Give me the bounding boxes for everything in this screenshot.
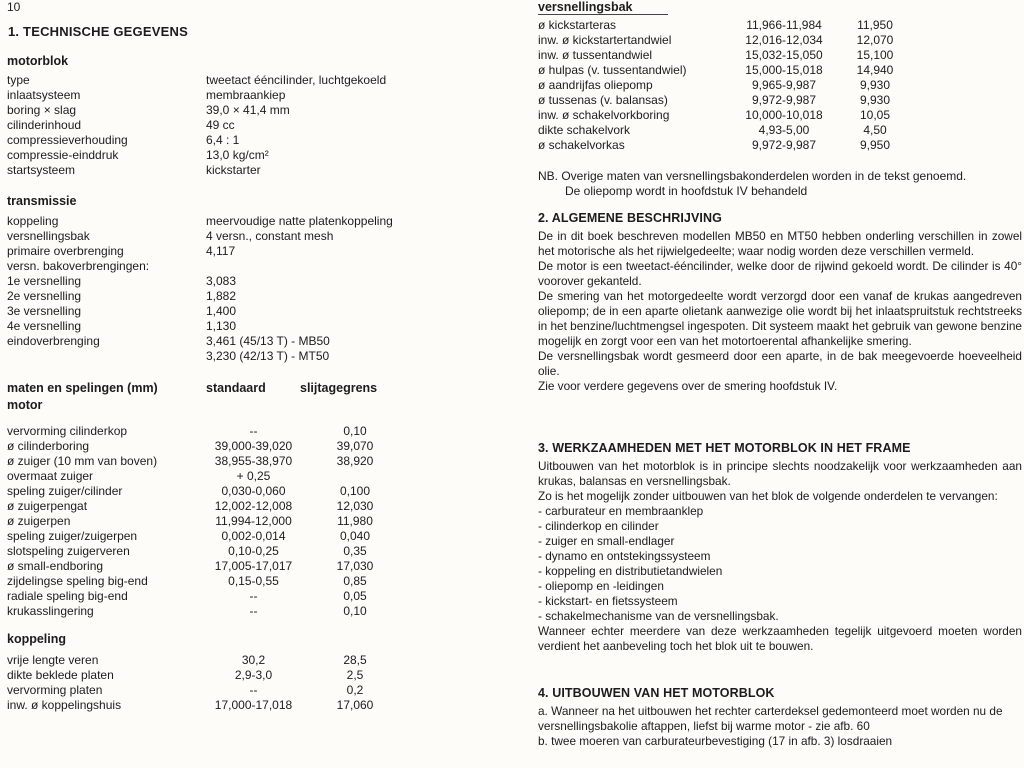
versnellingsbak-heading: versnellingsbak [538,0,633,14]
standard-value: 39,000-39,020 [214,439,293,453]
limit-value: 0,10 [343,604,367,618]
limit-value: 9,950 [859,138,891,152]
spec-label: 3e versnelling [7,304,82,318]
list-item: - koppeling en distributietandwielen [538,564,723,578]
standard-value: 9,972-9,987 [751,93,817,107]
limit-value: 17,030 [336,559,374,573]
paragraph: Zie voor verdere gegevens over de smering hoofdstuk IV. [538,379,838,393]
table-row [7,499,390,514]
table-row [538,123,910,138]
table-row [7,118,386,133]
dimension-label: ø cilinderboring [7,439,90,453]
standard-value: -- [249,683,258,697]
table-row [538,33,910,48]
motor-heading: motor [7,398,43,412]
spec-label: 4e versnelling [7,319,82,333]
dimension-label: dikte beklede platen [7,668,114,682]
dimension-label: ø schakelvorkas [538,138,625,152]
table-row [7,589,390,604]
koppeling-heading: koppeling [7,632,67,646]
list-item: - carburateur en membraanklep [538,504,704,518]
spec-label: versn. bakoverbrengingen: [7,259,150,273]
spec-value: tweetact éénciIinder, luchtgekoeld [206,73,387,87]
component-list [538,504,1022,624]
spec-value: 6,4 : 1 [206,133,240,147]
table-row [7,668,390,683]
right-page [538,0,1024,768]
table-row [7,229,393,244]
standard-value: + 0,25 [236,469,271,483]
table-row [538,78,910,93]
spec-label: 2e versnelling [7,289,82,303]
standard-value: 0,10-0,25 [228,544,279,558]
spec-label: versnellingsbak [7,229,90,243]
table-row [7,683,390,698]
paragraph: De in dit boek beschreven modellen MB50 en MT50 hebben onderling verschillen in zowel het motorische als het rijwielgedeelte; waar nodig worden deze verschillen vermeld. [538,229,1022,258]
spec-label: boring × slag [7,103,77,117]
standard-value: 11,994-12,000 [215,514,292,528]
motorblok-heading: motorblok [7,54,69,68]
spec-label: startsysteem [7,163,76,177]
page-title: 1. TECHNISCHE GEGEVENS [8,24,188,39]
motor-wear-table [7,424,390,619]
standard-value: 17,000-17,018 [214,698,293,712]
koppeling-wear-section [7,632,390,713]
list-item: - zuiger en small-endlager [538,534,675,548]
limit-value: 0,2 [346,683,364,697]
spec-value: 3,230 (42/13 T) - MT50 [206,349,330,363]
section-werkzaamheden [538,441,1022,654]
dimension-label: radiale speling big-end [7,589,128,603]
column-header-dimension: maten en spelingen (mm) [7,381,158,395]
table-row [7,454,390,469]
spec-value: membraankiep [206,88,286,102]
table-row [7,319,393,334]
limit-value: 0,100 [339,484,371,498]
dimension-label: vervorming cilinderkop [7,424,128,438]
limit-value: 14,940 [856,63,894,77]
limit-value: 0,85 [343,574,367,588]
dimension-label: ø zuigerpen [7,514,71,528]
table-row [7,544,390,559]
table-row [7,133,386,148]
spec-label: type [7,73,30,87]
spec-label: cilinderinhoud [7,118,82,132]
limit-value: 39,070 [336,439,374,453]
spec-value [206,259,393,274]
table-row [7,469,390,484]
list-item: - cilinderkop en cilinder [538,519,659,533]
dimension-label: inw. ø tussentandwiel [538,48,653,62]
spec-label: compressie-einddruk [7,148,119,162]
dimension-label: vervorming platen [7,683,103,697]
standard-value: -- [249,424,258,438]
versnellingsbak-table [538,18,910,153]
spec-value: 4,117 [206,244,236,258]
standard-value: 38,955-38,970 [214,454,293,468]
table-row [7,304,393,319]
section-2-heading: 2. ALGEMENE BESCHRIJVING [538,211,722,225]
dimension-label: ø aandrijfas oliepomp [538,78,653,92]
table-row [538,63,910,78]
motor-wear-section [7,424,390,619]
table-row [7,559,390,574]
standard-value: 12,016-12,034 [745,33,823,47]
limit-value: 0,10 [343,424,367,438]
column-header-standard: standaard [206,381,266,395]
table-row [7,214,393,229]
dimension-label: inw. ø schakelvorkboring [538,108,670,122]
table-row [7,604,390,619]
standard-value: 9,972-9,987 [751,138,817,152]
note-block [538,169,1020,199]
spec-value: 39,0 × 41,4 mm [206,103,290,117]
standard-value: 15,032-15,050 [745,48,823,62]
note-line-1: NB. Overige maten van versnellingsbakonderdelen worden in de tekst genoemd. [538,169,967,183]
standard-value: 17,005-17,017 [214,559,293,573]
table-row [7,259,393,274]
standard-value: 15,000-15,018 [745,63,823,77]
limit-value: 2,5 [346,668,364,682]
table-row [7,103,386,118]
table-row [7,439,390,454]
limit-value: 11,950 [857,18,893,32]
table-row [7,88,386,103]
list-item: - oliepomp en -leidingen [538,579,664,593]
table-row [7,698,390,713]
spec-label: koppeling [7,214,59,228]
table-row [7,289,393,304]
spec-value: 4 versn., constant mesh [206,229,334,243]
table-row [538,18,910,33]
dimension-label: ø hulpas (v. tussentandwiel) [538,63,687,77]
standard-value: 9,965-9,987 [751,78,817,92]
dimension-label: dikte schakelvork [538,123,631,137]
paragraph: b. twee moeren van carburateurbevestiging (17 in afb. 3) losdraaien [538,734,893,748]
section-3-heading: 3. WERKZAAMHEDEN MET HET MOTORBLOK IN HET FRAME [538,441,911,455]
table-row [7,529,390,544]
table-row [7,244,393,259]
limit-value: 0,040 [339,529,371,543]
limit-value: 11,980 [337,514,373,528]
paragraph: Uitbouwen van het motorblok is in principe slechts noodzakelijk voor werkzaamheden aan krukas, balansas en versnellingsbak. [538,459,1022,488]
dimension-label: ø zuigerpengat [7,499,88,513]
table-row [7,574,390,589]
dimension-label: overmaat zuiger [7,469,94,483]
limit-value [320,469,390,484]
limit-value: 0,05 [343,589,367,603]
dimension-label: vrije lengte veren [7,653,99,667]
spec-label: 1e versnelling [7,274,82,288]
table-row [7,73,386,88]
limit-value: 15,100 [856,48,894,62]
limit-value: 9,930 [859,93,891,107]
dimension-label: ø tussenas (v. balansas) [538,93,668,107]
table-row [7,274,393,289]
dimension-label: speling zuiger/cilinder [7,484,123,498]
table-row [7,163,386,178]
spec-value: 1,882 [206,289,237,303]
dimension-label: inw. ø koppelingshuis [7,698,122,712]
spec-value: 3,083 [206,274,237,288]
spec-value: 49 cc [206,118,235,132]
table-row [7,653,390,668]
spec-label: compressieverhouding [7,133,128,147]
koppeling-wear-table [7,653,390,713]
standard-value: 0,030-0,060 [221,484,286,498]
paragraph: De versnellingsbak wordt gesmeerd door een aparte, in de bak meegevoerde hoeveelheid olie. [538,349,1022,378]
limit-value: 12,070 [856,33,894,47]
table-row [538,93,910,108]
limit-value: 4,50 [863,123,887,137]
standard-value: 0,002-0,014 [221,529,286,543]
dimension-label: speling zuiger/zuigerpen [7,529,138,543]
table-row [7,148,386,163]
spec-value: 1,130 [206,319,237,333]
table-row [7,514,390,529]
table-row [538,138,910,153]
dimension-label: ø small-endboring [7,559,104,573]
spec-label: primaire overbrenging [7,244,124,258]
table-row [7,334,393,349]
paragraph: De smering van het motorgedeelte wordt verzorgd door een vanaf de krukas aangedreven oliepomp; de in een aparte olietank aanwezige olie wordt bij het inlaatspruitstuk rechtstreeks in het benzine/luchtmengsel ingespoten. Dit systeem maakt het gebruik van gewone benzine mogelijk en zorgt voor een van het motortoerental afhankelijke smering. [538,289,1022,348]
standard-value: 0,15-0,55 [228,574,279,588]
paragraph: De motor is een tweetact-ééncilinder, welke door de rijwind gekoeld wordt. De cilinder is 40° voorover gekanteld. [538,259,1022,288]
dimension-label: zijdelingse speling big-end [7,574,148,588]
section-4-heading: 4. UITBOUWEN VAN HET MOTORBLOK [538,686,775,700]
motorblok-table [7,73,386,178]
dimension-label: inw. ø kickstartertandwiel [538,33,672,47]
table-row [7,424,390,439]
spec-value: 13,0 kg/cm² [206,148,269,162]
spec-value: kickstarter [206,163,261,177]
heading-rule [538,14,668,15]
paragraph: Zo is het mogelijk zonder uitbouwen van het blok de volgende onderdelen te vervangen: [538,489,998,503]
paragraph: Wanneer echter meerdere van deze werkzaamheden tegelijk uitgevoerd moeten worden verdient het aanbeveling toch het blok uit te bouwen. [538,624,1022,653]
column-header-limit: slijtagegrens [300,381,378,395]
limit-value: 0,35 [343,544,367,558]
transmissie-section [7,194,393,364]
spec-value: meervoudige natte platenkoppeling [206,214,393,228]
table-row [7,349,393,364]
standard-value: 10,000-10,018 [745,108,823,122]
standard-value: 4,93-5,00 [758,123,810,137]
table-row [538,48,910,63]
limit-value: 28,5 [343,653,367,667]
motorblok-section [7,54,386,178]
section-uitbouwen [538,686,1022,749]
list-item: - dynamo en ontstekingssysteem [538,549,711,563]
spec-value: 3,461 (45/13 T) - MB50 [206,334,330,348]
spec-value: 1,400 [206,304,237,318]
limit-value: 9,930 [859,78,891,92]
note-line-2: De oliepomp wordt in hoofdstuk IV behandeld [565,184,808,198]
section-algemene-beschrijving [538,211,1022,394]
spec-label: eindoverbrenging [7,334,100,348]
dimension-label: ø kickstarteras [538,18,617,32]
standard-value: 2,9-3,0 [234,668,273,682]
standard-value: -- [249,604,258,618]
page-number: 10 [7,0,21,14]
limit-value: 12,030 [336,499,374,513]
table-row [7,484,390,499]
list-item: - schakelmechanisme van de versnellingsbak. [538,609,779,623]
transmissie-table [7,214,393,364]
paragraph: a. Wanneer na het uitbouwen het rechter carterdeksel gedemonteerd moet worden nu de versnellingsbakolie aftappen, liefst bij warme motor - zie afb. 60 [538,704,1003,733]
standard-value: -- [249,589,258,603]
limit-value: 17,060 [336,698,374,712]
dimension-label: ø zuiger (10 mm van boven) [7,454,158,468]
spec-label: inlaatsysteem [7,88,81,102]
transmissie-heading: transmissie [7,194,77,208]
limit-value: 10,05 [859,108,891,122]
dimension-label: krukasslingering [7,604,94,618]
table-row [538,108,910,123]
standard-value: 30,2 [241,653,266,667]
list-item: - kickstart- en fietssysteem [538,594,678,608]
dimension-label: slotspeling zuigerveren [7,544,130,558]
standard-value: 11,966-11,984 [746,18,822,32]
limit-value: 38,920 [336,454,374,468]
standard-value: 12,002-12,008 [214,499,293,513]
spec-label [7,349,206,364]
